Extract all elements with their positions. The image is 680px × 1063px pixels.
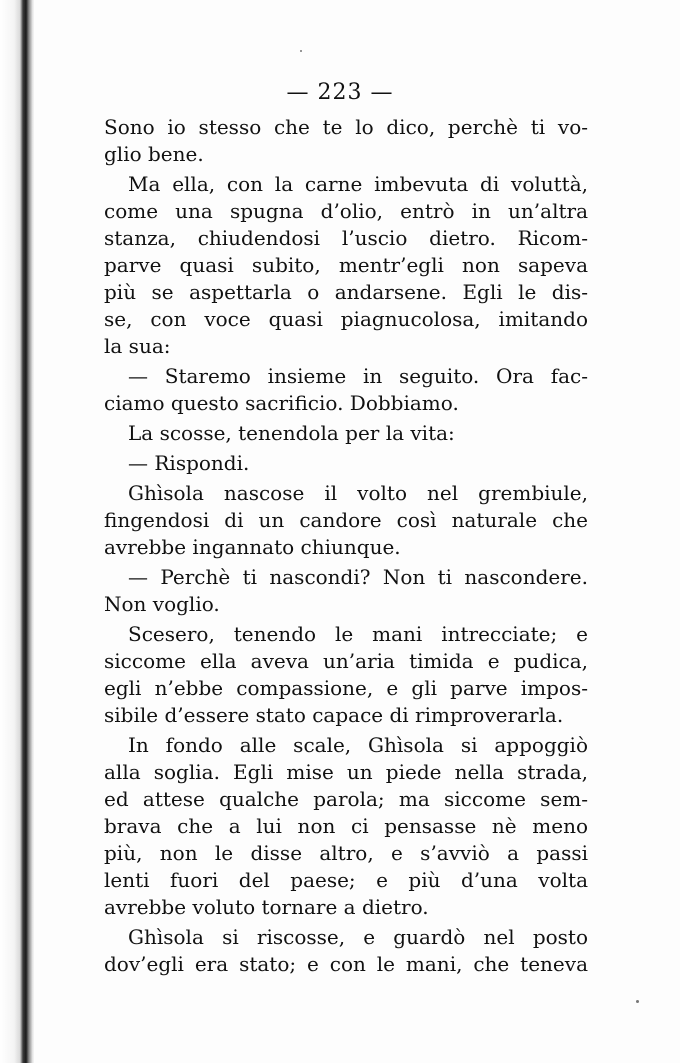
text-line: Sono io stesso che te lo dico, perchè ti vo- bbox=[104, 115, 588, 139]
text-line: avrebbe ingannato chiunque. bbox=[104, 535, 401, 559]
text-line: la sua: bbox=[104, 334, 171, 358]
text-line: Ghìsola si riscosse, e guardò nel posto bbox=[128, 925, 588, 949]
text-line: — Perchè ti nascondi? Non ti nascondere. bbox=[128, 565, 588, 589]
text-line: ciamo questo sacrificio. Dobbiamo. bbox=[104, 391, 459, 415]
text-line: alla soglia. Egli mise un piede nella strada, bbox=[104, 760, 588, 784]
text-line: avrebbe voluto tornare a dietro. bbox=[104, 895, 429, 919]
page-number: — 223 — bbox=[286, 80, 394, 105]
text-line: stanza, chiudendosi l’uscio dietro. Ricom- bbox=[104, 226, 588, 250]
text-line: Scesero, tenendo le mani intrecciate; e bbox=[128, 622, 588, 646]
page-binding-edge bbox=[0, 0, 34, 1063]
text-line: sibile d’essere stato capace di rimproverarla. bbox=[104, 703, 564, 727]
text-line: Ghìsola nascose il volto nel grembiule, bbox=[128, 481, 588, 505]
text-line: lenti fuori del paese; e più d’una volta bbox=[104, 868, 588, 892]
text-line: più se aspettarla o andarsene. Egli le dis- bbox=[104, 280, 588, 304]
text-line: fingendosi di un candore così naturale che bbox=[104, 508, 588, 532]
text-line: Non voglio. bbox=[104, 592, 220, 616]
text-line: Ma ella, con la carne imbevuta di voluttà, bbox=[128, 172, 588, 196]
text-line: più, non le disse altro, e s’avviò a passi bbox=[104, 841, 588, 865]
text-line: In fondo alle scale, Ghìsola si appoggiò bbox=[128, 733, 588, 757]
text-line: se, con voce quasi piagnucolosa, imitando bbox=[104, 307, 588, 331]
text-line: come una spugna d’olio, entrò in un’altra bbox=[104, 199, 588, 223]
text-line: parve quasi subito, mentr’egli non sapeva bbox=[104, 253, 588, 277]
body-text bbox=[104, 114, 588, 978]
text-line: — Staremo insieme in seguito. Ora fac- bbox=[128, 364, 588, 388]
paper-speck bbox=[636, 1000, 639, 1003]
text-line: egli n’ebbe compassione, e gli parve impos- bbox=[104, 676, 588, 700]
text-line: — Rispondi. bbox=[128, 451, 250, 475]
text-line: ed attese qualche parola; ma siccome sem- bbox=[104, 787, 588, 811]
text-line: La scosse, tenendola per la vita: bbox=[128, 421, 455, 445]
paper-speck bbox=[300, 50, 302, 52]
text-line: brava che a lui non ci pensasse nè meno bbox=[104, 814, 588, 838]
text-line: glio bene. bbox=[104, 142, 204, 166]
text-line: siccome ella aveva un’aria timida e pudica, bbox=[104, 649, 588, 673]
text-line: dov’egli era stato; e con le mani, che teneva bbox=[104, 952, 588, 976]
